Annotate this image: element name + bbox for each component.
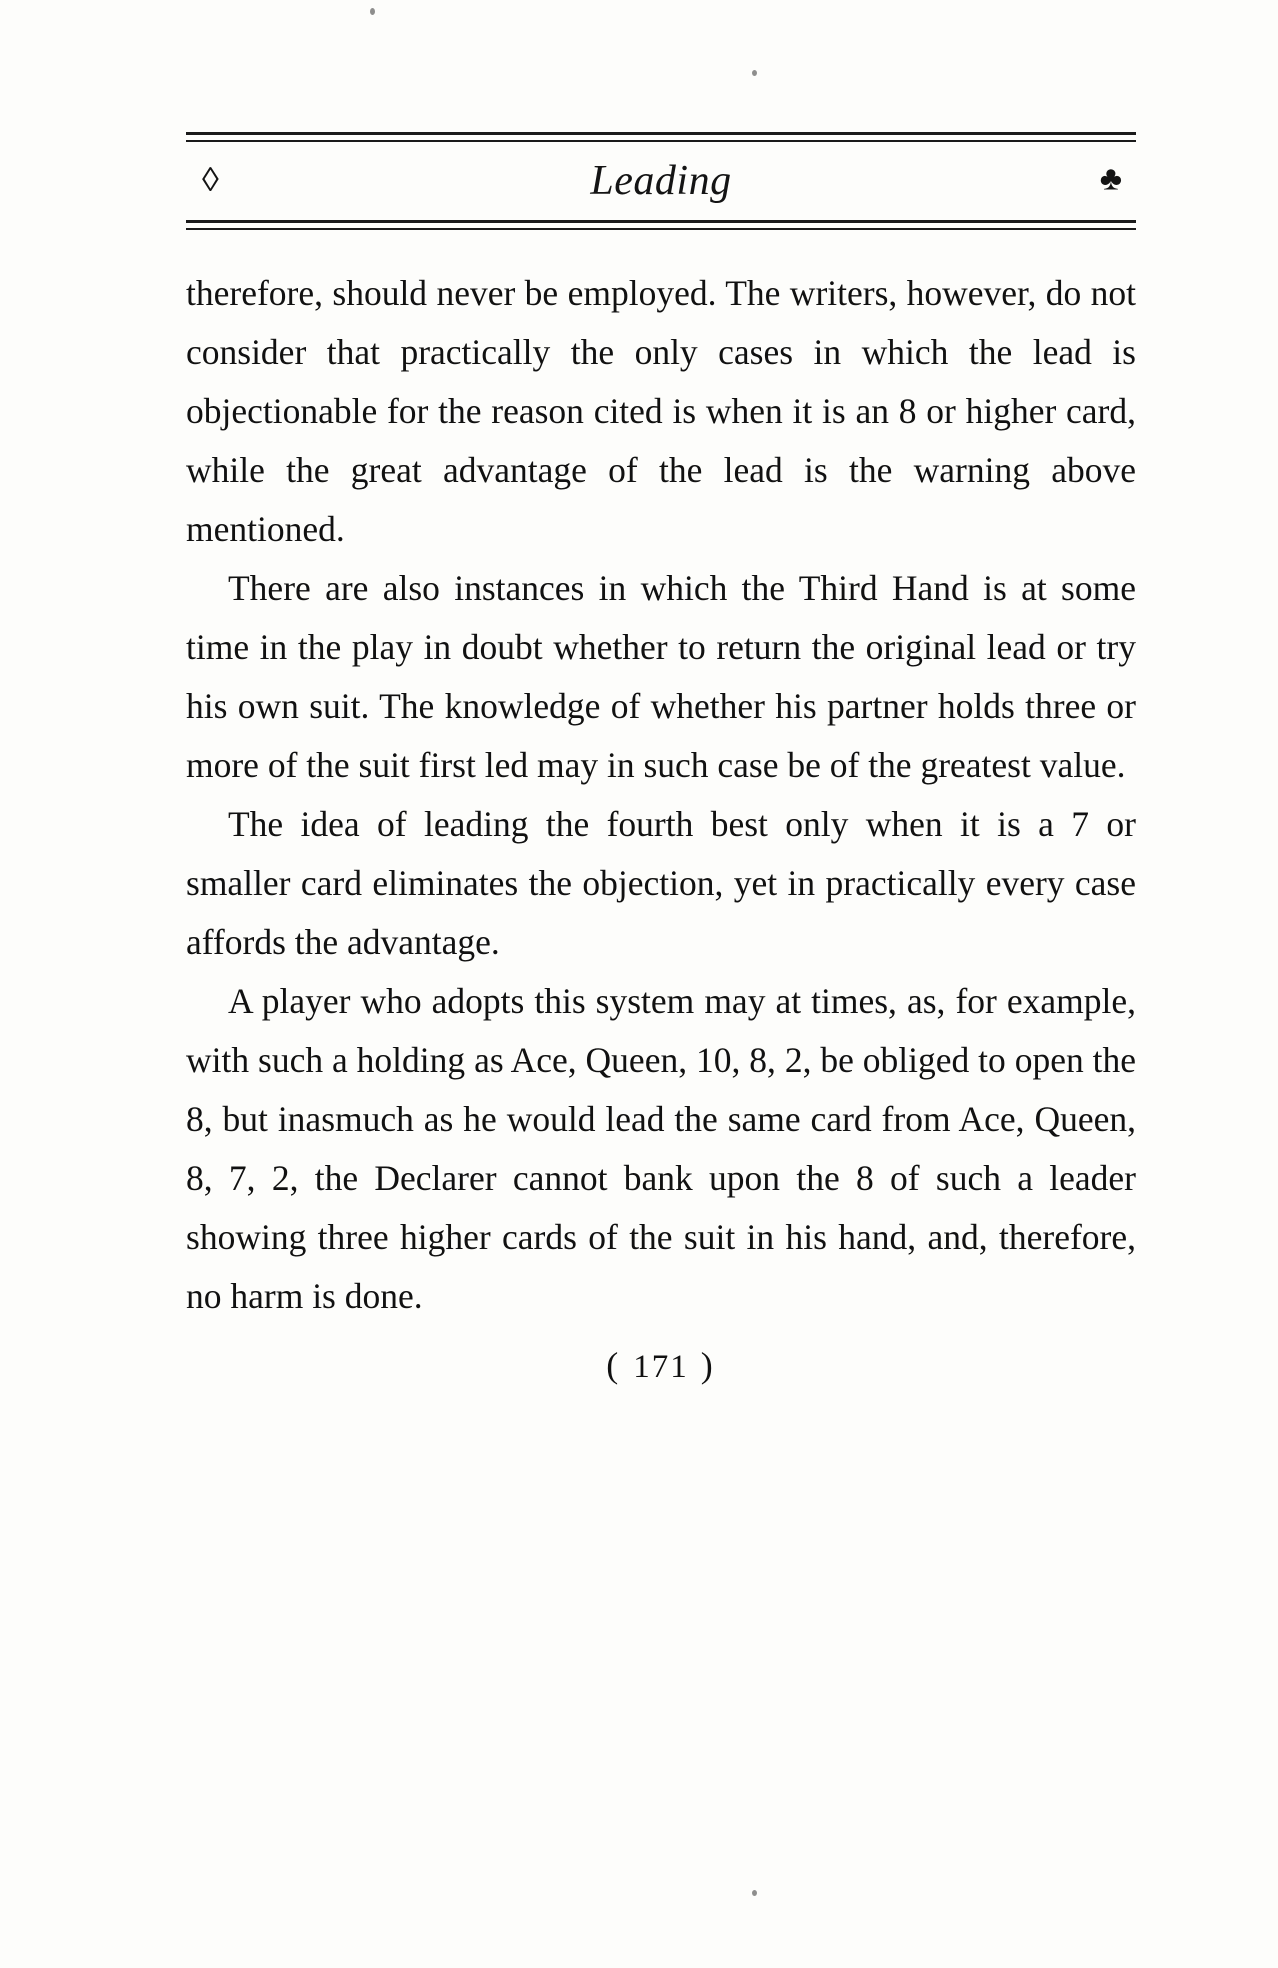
scan-speck: [370, 8, 375, 15]
page-number: [186, 1344, 1136, 1386]
header-rule-top: [186, 132, 1136, 142]
scan-speck: [752, 1890, 757, 1896]
scan-speck: [752, 70, 757, 76]
running-head: [186, 142, 1136, 220]
diamond-suit-icon: ◊: [202, 162, 219, 199]
page-content: [186, 132, 1136, 1386]
page-title: Leading: [590, 158, 732, 204]
club-suit-icon: ♣: [1099, 160, 1122, 198]
paragraph: There are also instances in which the Third Hand is at some time in the play in doubt whether to return the original lead or try his own suit. The knowledge of whether his partner holds three or more of the suit first led may in such case be of the greatest value.: [186, 568, 1136, 785]
paragraph: therefore, should never be employed. The writers, however, do not consider that practically the only cases in which the lead is objectionable for the reason cited is when it is an 8 or higher card, while the great advantage of the lead is the warning above mentioned.: [186, 273, 1136, 549]
folio-left-paren: (: [606, 1345, 622, 1385]
paragraph: A player who adopts this system may at times, as, for example, with such a holding as Ace, Queen, 10, 8, 2, be obliged to open the 8, but inasmuch as he would lead the same card from Ace, Queen, 8, 7, 2, the Declarer cannot bank upon the 8 of such a leader showing three higher cards of the suit in his hand, and, therefore, no harm is done.: [186, 981, 1136, 1316]
body-text: [186, 264, 1136, 1326]
paragraph: The idea of leading the fourth best only when it is a 7 or smaller card eliminates the objection, yet in practically every case affords the advantage.: [186, 804, 1136, 962]
folio-right-paren: ): [700, 1345, 716, 1385]
header-rule-bottom: [186, 220, 1136, 230]
folio-number: 171: [633, 1349, 689, 1385]
